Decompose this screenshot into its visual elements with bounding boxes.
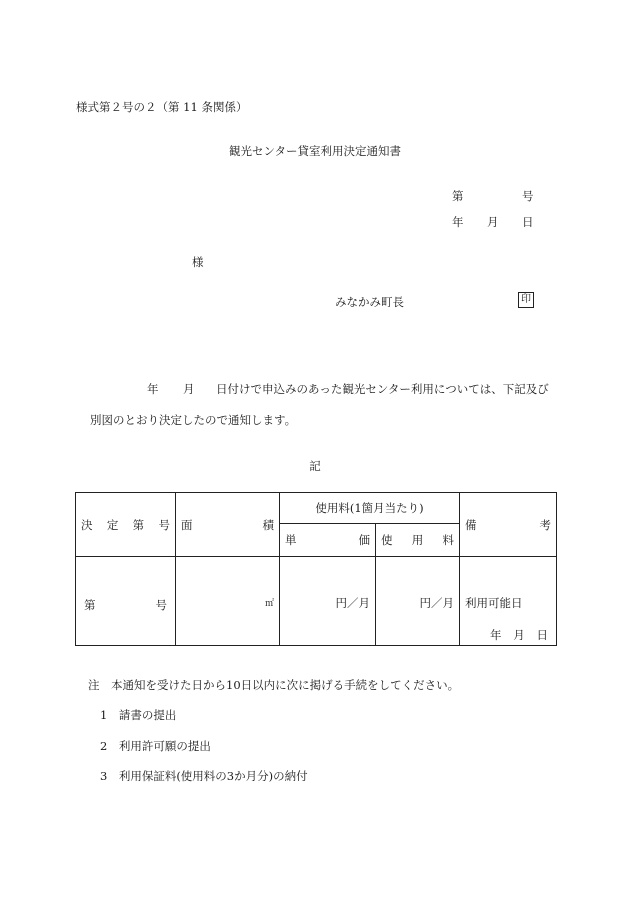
- ki-heading: 記: [309, 459, 321, 473]
- fee-table: [75, 492, 557, 646]
- header-area: 面 積: [176, 493, 280, 557]
- form-number: 様式第２号の２（第 11 条関係）: [76, 100, 248, 114]
- document-title: 観光センター貸室利用決定通知書: [228, 144, 402, 158]
- issue-date-day: 日: [522, 215, 534, 229]
- cell-area: [176, 557, 280, 646]
- issuer-name: みなかみ町長: [335, 295, 404, 309]
- header-unit-price: 単 価: [280, 524, 376, 557]
- table-row: [76, 557, 557, 646]
- note-item: 3 利用保証料(使用料の3か月分)の納付: [100, 769, 308, 783]
- note-heading: 注 本通知を受けた日から10日以内に次に掲げる手続をしてください。: [88, 678, 460, 692]
- header-remarks: 備 考: [460, 493, 557, 557]
- cell-unit-price: [280, 557, 376, 646]
- note-item: 2 利用許可願の提出: [100, 739, 211, 753]
- body-month: 月: [183, 382, 195, 396]
- unit-price-unit: 円／月: [335, 595, 370, 610]
- header-fee-group: 使用料(1箇月当たり): [280, 493, 460, 524]
- usage-fee-unit: 円／月: [419, 595, 455, 610]
- body-line-2: 別図のとおり決定したので通知します。: [90, 413, 297, 427]
- addressee-suffix: 様: [192, 255, 204, 269]
- body-text: 日付けで申込みのあった観光センター利用については、下記及び: [216, 382, 549, 396]
- cell-usage-fee: [376, 557, 460, 646]
- area-unit: ㎡: [264, 599, 274, 609]
- doc-number-suffix: 号: [522, 189, 534, 203]
- remarks-label: 利用可能日: [465, 595, 523, 610]
- issue-date-year: 年: [452, 215, 464, 229]
- remarks-date: 年 月 日: [490, 628, 549, 642]
- cell-decision-number: 第 号: [76, 557, 176, 646]
- doc-number-label: 第: [452, 189, 464, 203]
- header-decision-number: 決 定 第 号: [76, 493, 176, 557]
- body-year: 年: [147, 382, 159, 396]
- issue-date-month: 月: [487, 215, 499, 229]
- header-usage-fee: 使 用 料: [376, 524, 460, 557]
- note-item: 1 請書の提出: [100, 708, 177, 722]
- cell-remarks: [460, 557, 557, 646]
- seal-mark: 印: [518, 292, 534, 308]
